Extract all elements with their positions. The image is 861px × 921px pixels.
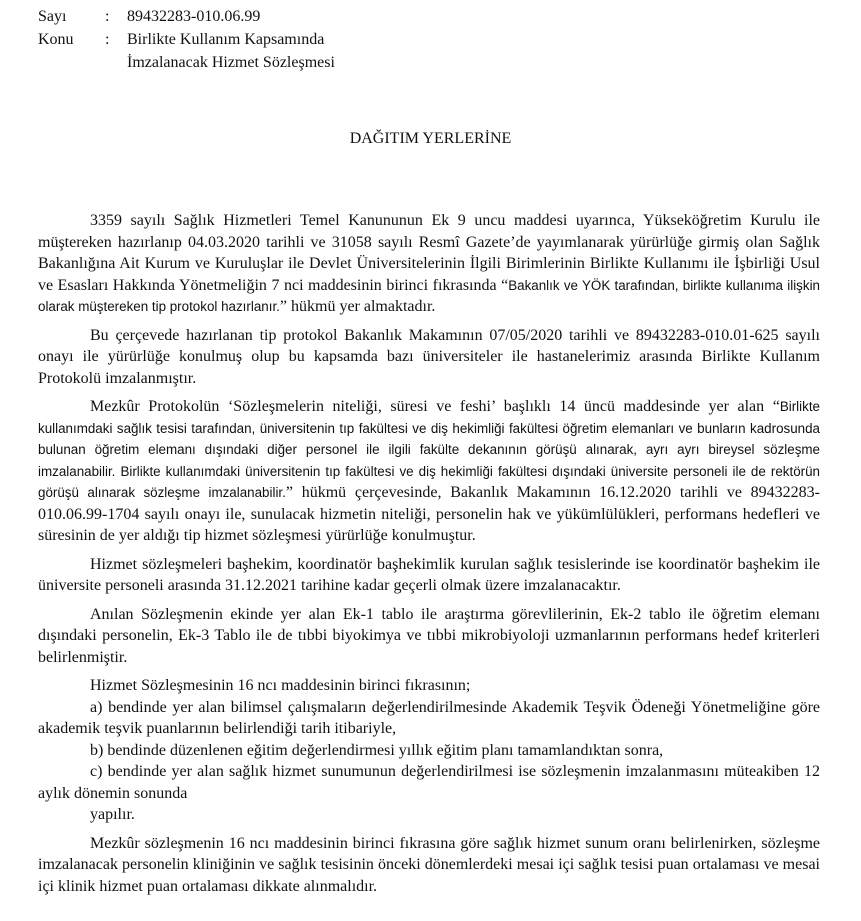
- paragraph-1-text-b: ” hükmü yer almaktadır.: [279, 298, 436, 315]
- paragraph-6-end: yapılır.: [90, 806, 135, 823]
- paragraph-1: [38, 210, 820, 318]
- document-header: [38, 5, 447, 74]
- paragraph-6-item-b: b) bendinde düzenlenen eğitim değerlendirmesi yıllık eğitim planı tamamlandıktan sonra,: [90, 741, 664, 759]
- paragraph-3: [38, 396, 820, 547]
- konu-label: Konu: [38, 31, 74, 48]
- document-title: DAĞITIM YERLERİNE: [349, 130, 512, 147]
- paragraph-3-text-b: ” hükmü çerçevesinde, Bakanlık Makamının 16.12.2020 tarihli ve 89432283-010.06.99-1704 sayılı onayı ile, sunulacak hizmetin niteliği, personelin hak ve yükümlülükleri, performans hedefleri ve süresinin de yer aldığı tip hizmet sözleşmesi yürürlüğe konulmuştur.: [38, 484, 820, 544]
- paragraph-6-item-a: a) bendinde yer alan bilimsel çalışmaların değerlendirilmesinde Akademik Teşvik Ödeneği Yönetmeliğine göre akademik teşvik puanlarının belirlendiği tarih itibariyle,: [38, 698, 820, 737]
- konu-value-line1: Birlikte Kullanım Kapsamında: [127, 31, 325, 48]
- paragraph-3-quote: Birlikte kullanımdaki sağlık tesisi tarafından, üniversitenin tıp fakültesi ve diş hekimliği fakültesi öğretim elemanları ve bunların kadrosunda bulunan öğretim elemanı dışındaki diğer personel ile ilgili fakülte dekanının görüşü alınarak, ayrı ayrı bireysel sözleşme imzalanabilir. Birlikte kullanımdaki üniversitenin tıp fakültesi ve diş hekimliği fakültesi dışındaki üniversite personeli ile de rektörün görüşü alınarak sözleşme imzalanabilir.: [38, 399, 820, 500]
- paragraph-4: Hizmet sözleşmeleri başhekim, koordinatör başhekimlik kurulan sağlık tesislerinde ise koordinatör başhekim ile üniversite personeli arasında 31.12.2021 tarihine kadar geçerli olmak üzere imzalanacaktır.: [38, 555, 820, 594]
- konu-value-line2: İmzalanacak Hizmet Sözleşmesi: [127, 54, 335, 71]
- paragraph-5: Anılan Sözleşmenin ekinde yer alan Ek-1 tablo ile araştırma görevlilerinin, Ek-2 tablo ile öğretim elemanı dışındaki personelin, Ek-3 Tablo ile de tıbbi biyokimya ve tıbbi mikrobiyoloji uzmanlarının performans hedef kriterleri belirlenmiştir.: [38, 605, 820, 666]
- konu-row-2: [38, 51, 447, 74]
- document-body: [38, 210, 820, 904]
- sayi-label: Sayı: [38, 8, 67, 25]
- paragraph-3-text-a: Mezkûr Protokolün ‘Sözleşmelerin niteliği, süresi ve feshi’ başlıklı 14 üncü maddesinde yer alan “: [90, 398, 780, 415]
- paragraph-1-quote: Bakanlık ve YÖK tarafından, birlikte kullanıma ilişkin olarak müştereken tip protokol hazırlanır.: [38, 277, 820, 314]
- paragraph-1-text-a: 3359 sayılı Sağlık Hizmetleri Temel Kanununun Ek 9 uncu maddesi uyarınca, Yükseköğretim Kurulu ile müştereken hazırlanıp 04.03.2020 tarihli ve 31058 sayılı Resmî Gazete’de yayımlanarak yürürlüğe girmiş olan Sağlık Bakanlığına Ait Kurum ve Kuruluşlar ile Devlet Üniversitelerinin İlgili Birimlerinin Birlikte Kullanımı ile İşbirliği Usul ve Esasları Hakkında Yönetmeliğin 7 nci maddesinin birinci fıkrasında “: [38, 212, 820, 294]
- paragraph-6-item-c: c) bendinde yer alan sağlık hizmet sunumunun değerlendirilmesi ise sözleşmenin imzalanmasını müteakiben 12 aylık dönemin sonunda: [38, 763, 820, 802]
- paragraph-7: Mezkûr sözleşmenin 16 ncı maddesinin birinci fıkrasına göre sağlık hizmet sunum oranı belirlenirken, sözleşme imzalanacak personelin kliniğinin ve sağlık tesisinin önceki dönemlerdeki mesai içi sağlık tesisi puan ortalaması ve mesai içi klinik hizmet puan ortalaması dikkate alınmalıdır.: [38, 834, 820, 895]
- sayi-value: 89432283-010.06.99: [127, 8, 261, 25]
- sayi-row: [38, 5, 447, 28]
- paragraph-2: Bu çerçevede hazırlanan tip protokol Bakanlık Makamının 07/05/2020 tarihli ve 89432283-010.01-625 sayılı onayı ile yürürlüğe konulmuş olup bu kapsamda bazı üniversiteler ile hastanelerimiz arasında Birlikte Kullanım Protokolü imzalanmıştır.: [38, 326, 820, 387]
- konu-colon: :: [105, 31, 110, 48]
- paragraph-6: Hizmet Sözleşmesinin 16 ncı maddesinin birinci fıkrasının;: [90, 677, 471, 694]
- sayi-colon: :: [105, 8, 110, 25]
- konu-row: [38, 28, 447, 51]
